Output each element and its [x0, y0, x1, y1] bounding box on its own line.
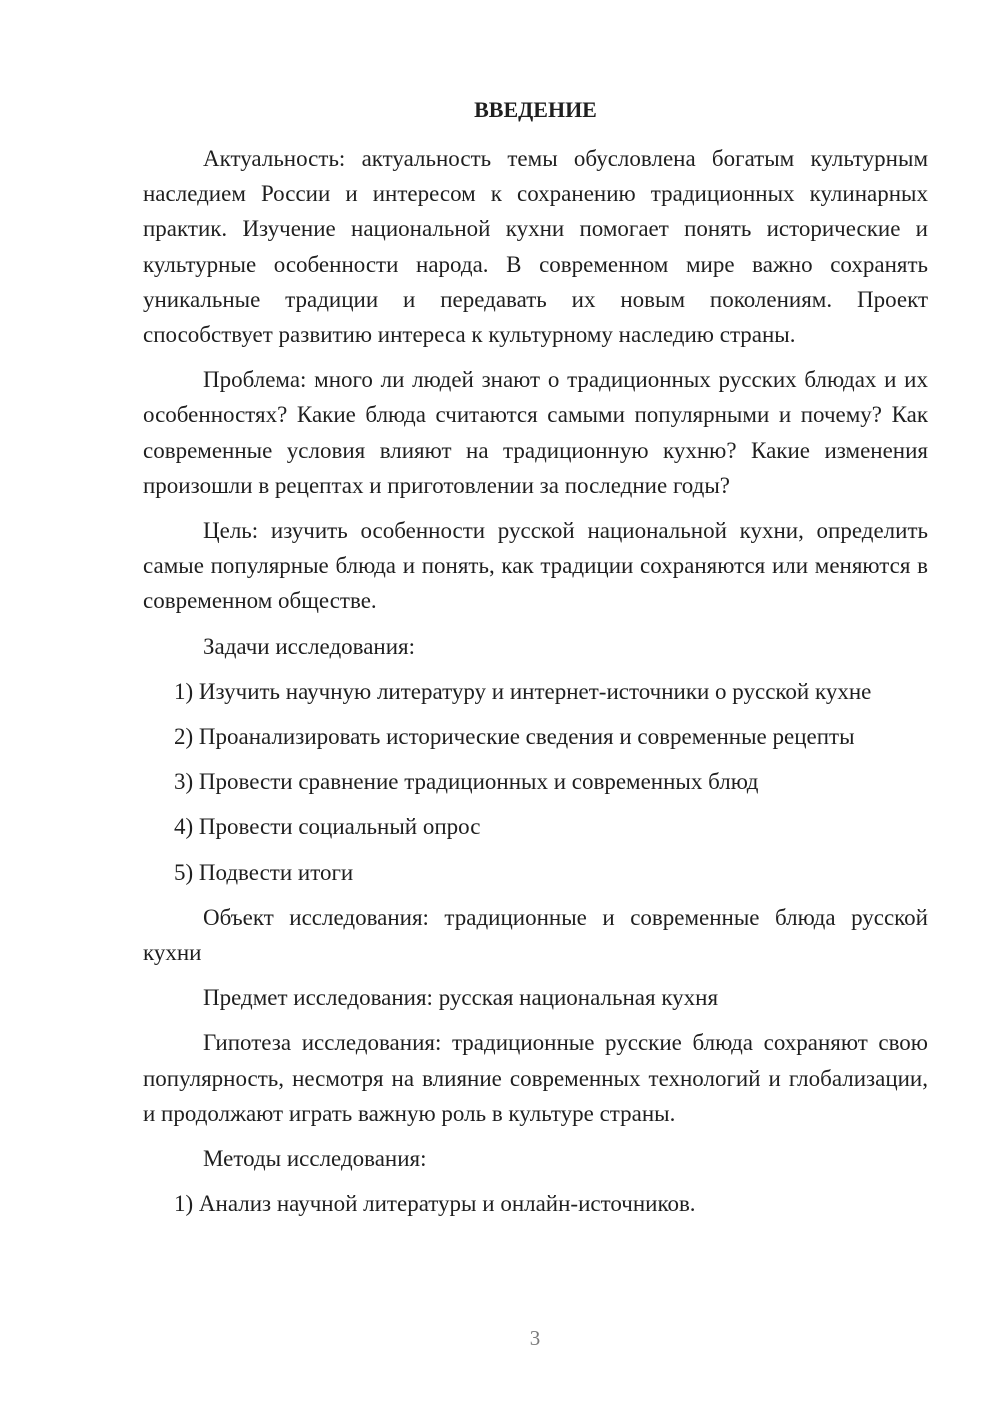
list-item: 3) Провести сравнение традиционных и современных блюд — [174, 769, 759, 795]
document-page — [143, 92, 928, 1231]
hypothesis-paragraph: Гипотеза исследования: традиционные русские блюда сохраняют свою популярность, несмотря на влияние современных технологий и глобализации, и продолжают играть важную роль в культуре страны. — [143, 1030, 928, 1126]
object-paragraph: Объект исследования: традиционные и современные блюда русской кухни — [143, 904, 928, 966]
list-item: 1) Анализ научной литературы и онлайн-источников. — [174, 1191, 696, 1217]
subject-paragraph: Предмет исследования: русская национальная кухня — [203, 985, 719, 1011]
list-item: 2) Проанализировать исторические сведения и современные рецепты — [174, 724, 855, 750]
relevance-paragraph: Актуальность: актуальность темы обусловлена богатым культурным наследием России и интересом к сохранению традиционных кулинарных практик. Изучение национальной кухни помогает понять исторические и культурные особенности народа. В современном мире важно сохранять уникальные традиции и передавать их новым поколениям. Проект способствует развитию интереса к культурному наследию страны. — [143, 146, 928, 348]
list-item: 4) Провести социальный опрос — [174, 814, 481, 840]
list-item: 5) Подвести итоги — [174, 859, 354, 885]
page-number: 3 — [529, 1326, 541, 1350]
page-title: ВВЕДЕНИЕ — [474, 97, 597, 122]
problem-paragraph: Проблема: много ли людей знают о традиционных русских блюдах и их особенностях? Какие блюда считаются самыми популярными и почему? Как современные условия влияют на традиционную кухню? Какие изменения произошли в рецептах и приготовлении за последние годы? — [143, 367, 928, 498]
list-item: 1) Изучить научную литературу и интернет-источники о русской кухне — [174, 678, 872, 704]
goal-paragraph: Цель: изучить особенности русской национальной кухни, определить самые популярные блюда и понять, как традиции сохраняются или меняются в современном обществе. — [143, 518, 928, 614]
tasks-label: Задачи исследования: — [203, 633, 416, 659]
methods-label: Методы исследования: — [203, 1146, 427, 1172]
